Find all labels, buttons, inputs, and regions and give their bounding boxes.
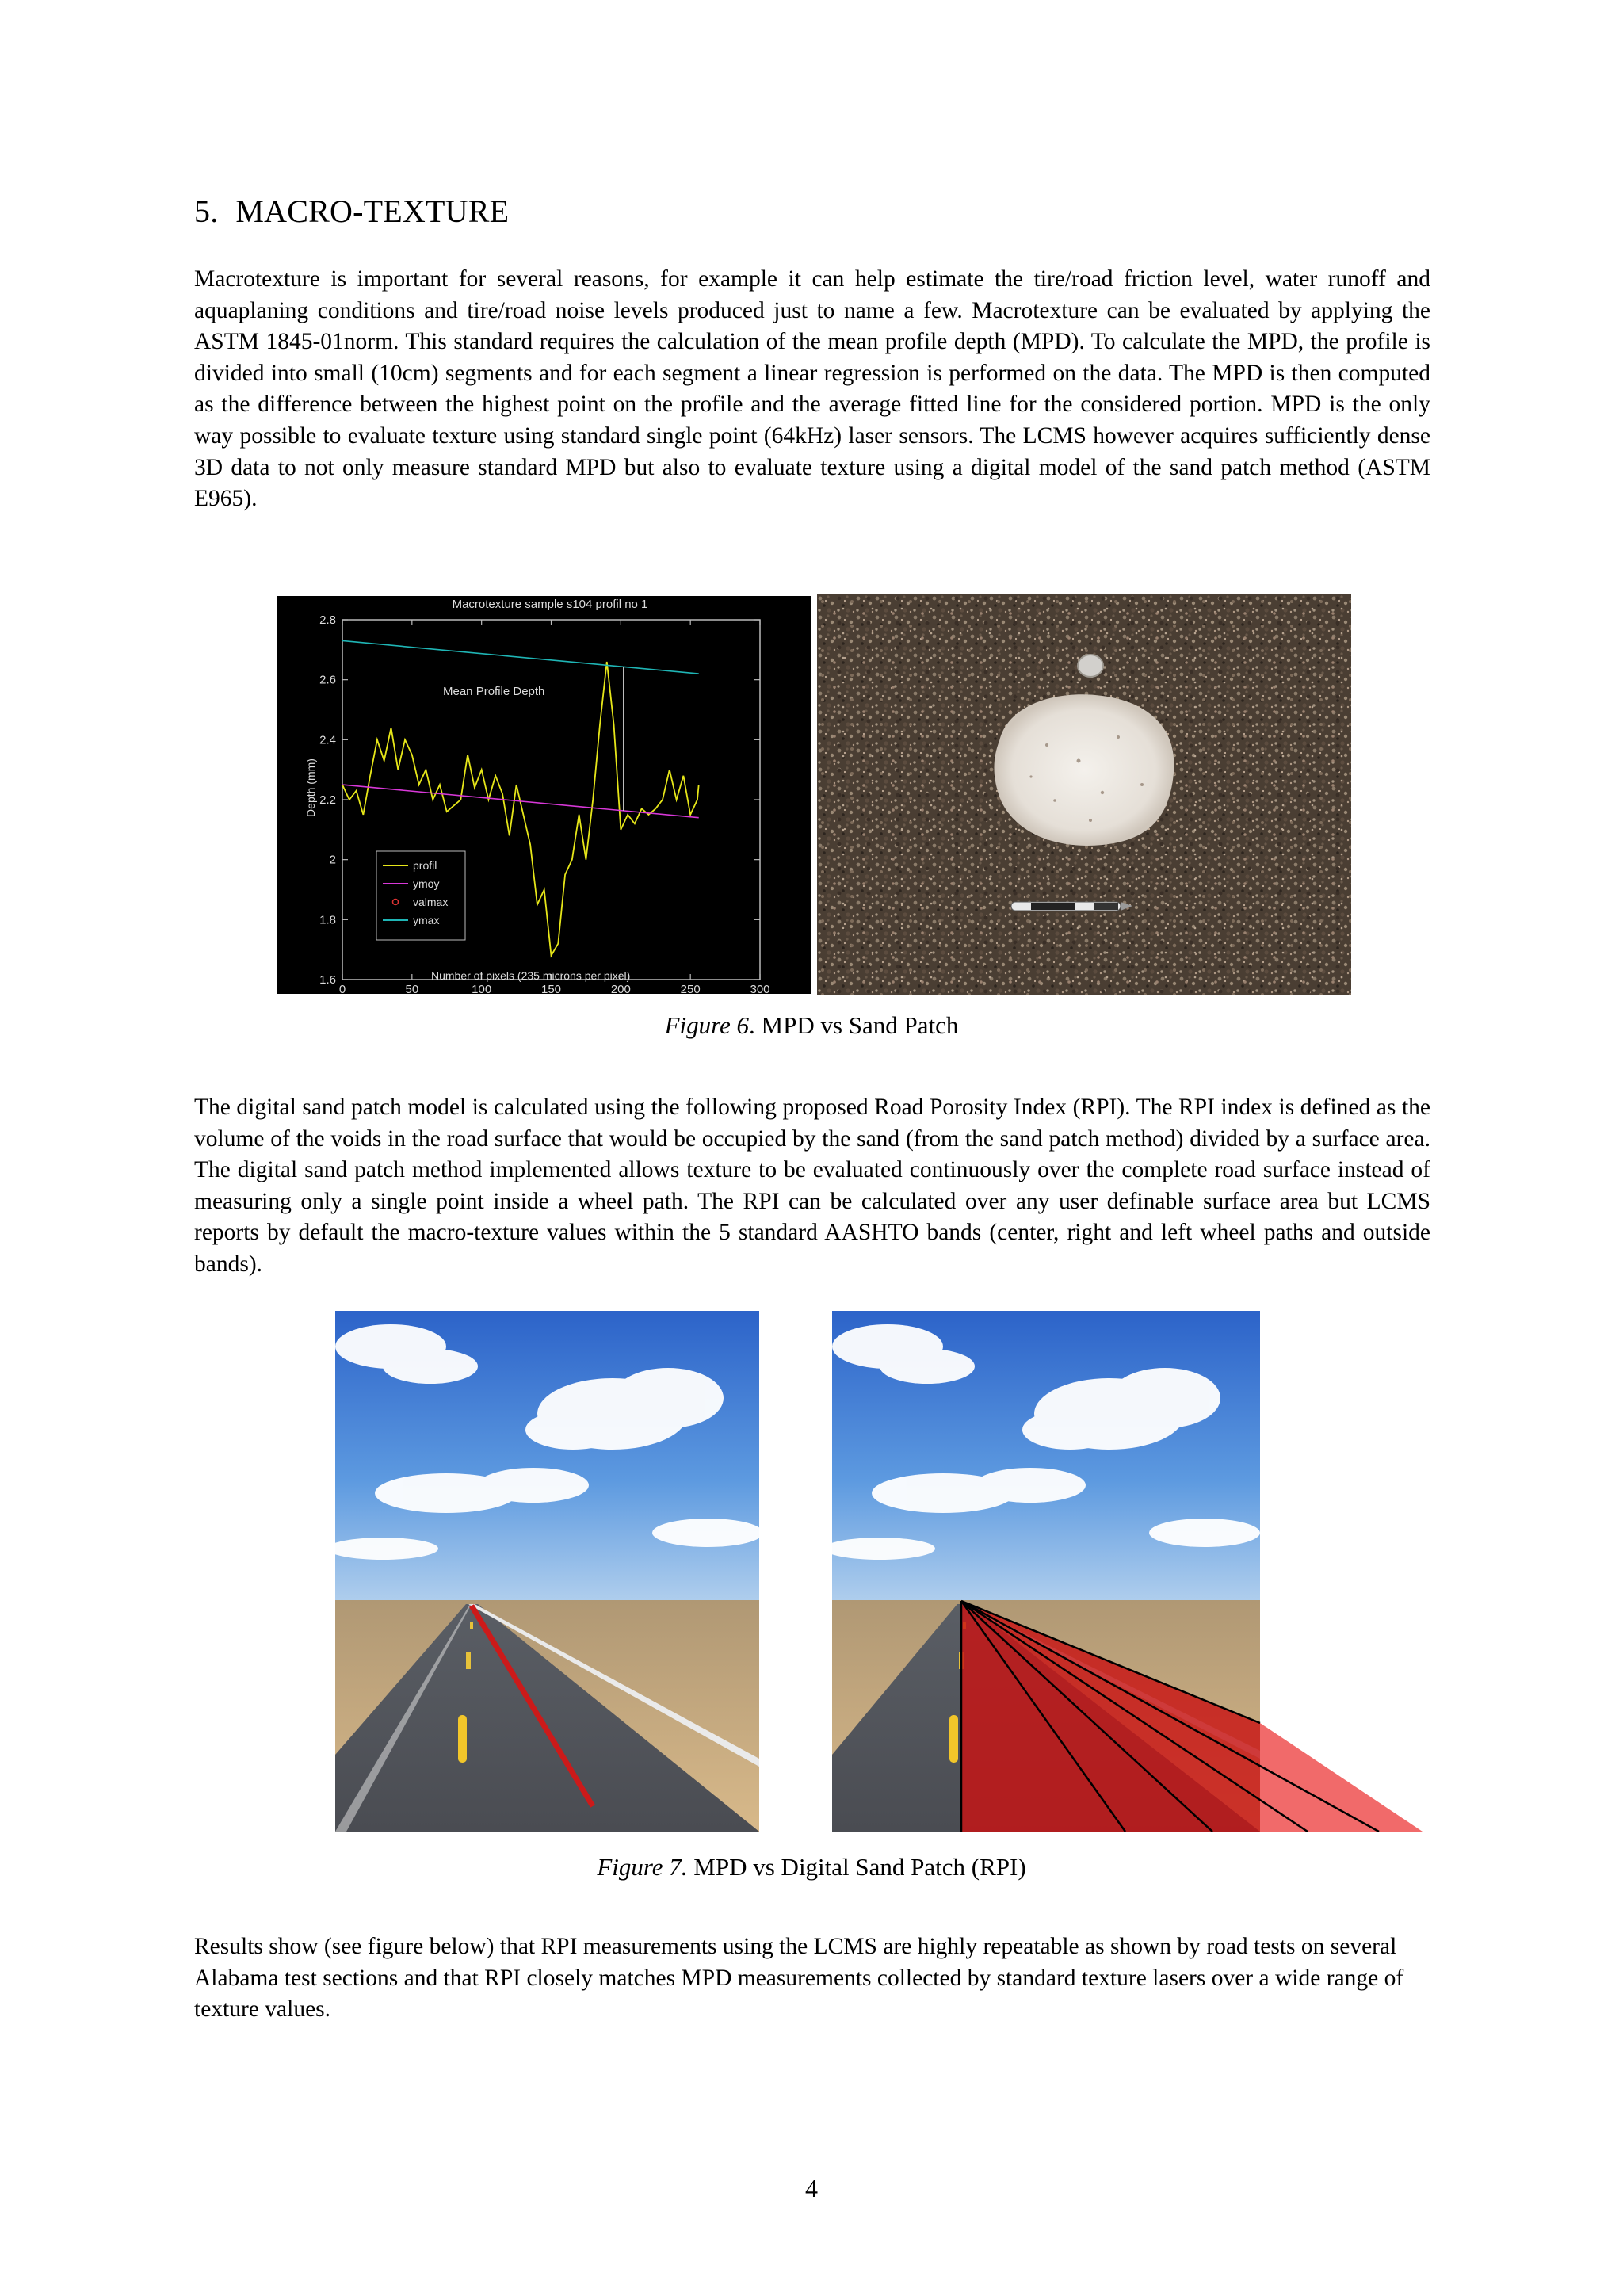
paragraph-digital-sand-patch: The digital sand patch model is calculated using the following proposed Road Porosity Index (RPI). The RPI index is defined as the volume of the voids in the road surface that would be occupied by the sand (from the sand patch method) divided by a surface area. The digital sand patch method implemented allows texture to be evaluated continuously over the complete road surface instead of measuring only a single point inside a wheel path. The RPI can be calculated over any user definable surface area but LCMS reports by default the macro-texture values within the 5 standard AASHTO bands (center, right and left wheel paths and outside bands). [194,1095,1430,1277]
sand-patch [995,694,1174,846]
figure6-caption [0,1011,1623,1040]
x-tick-label: 250 [680,983,701,994]
legend-label-valmax: valmax [413,896,449,908]
section-heading [194,193,509,230]
road-photo-mpd [335,1311,759,1832]
y-tick-label: 2.4 [319,733,336,747]
x-tick-label: 100 [472,983,492,994]
paragraph-macrotexture-intro: Macrotexture is important for several reasons, for example it can help estimate the tire/road friction level, water runoff and aquaplaning conditions and tire/road noise levels produced just to name a few. Macrotexture can be evaluated by applying the ASTM 1845-01norm. This standard requires the calculation of the mean profile depth (MPD). To calculate the MPD, the profile is divided into small (10cm) segments and for each segment a linear regression is performed on the data. The MPD is then computed as the difference between the highest point on the profile and the average fitted line for the considered portion. MPD is the only way possible to evaluate texture using standard single point (64kHz) laser sensors. The LCMS however acquires sufficiently dense 3D data to not only measure standard MPD but also to evaluate texture using a digital model of the sand patch method (ASTM E965). [194,266,1430,512]
x-tick-label: 0 [338,983,346,994]
y-tick-label: 1.8 [319,913,336,927]
coin-icon [1078,655,1103,677]
x-tick-label: 300 [750,983,770,994]
x-tick-label: 200 [610,983,631,994]
y-tick-label: 2.6 [319,673,336,687]
figure6-text: . MPD vs Sand Patch [749,1011,959,1039]
x-tick-label: 50 [405,983,419,994]
y-tick-label: 1.6 [319,973,336,987]
y-axis-label: Depth (mm) [304,758,317,817]
sand-patch-photo [817,594,1351,995]
section-title: MACRO-TEXTURE [235,193,510,229]
section-number: 5. [194,193,219,229]
y-tick-label: 2.2 [319,793,336,807]
mpd-annotation: Mean Profile Depth [443,685,545,698]
mpd-chart-svg [277,596,811,994]
page-number: 4 [805,2174,818,2202]
figure7-label: Figure 7. [597,1853,688,1881]
x-tick-label: 150 [540,983,562,994]
legend-label-ymoy: ymoy [413,877,440,890]
legend-label-profil: profil [413,859,437,872]
figure6-label: Figure 6 [664,1011,750,1039]
legend-label-ymax: ymax [413,914,440,926]
y-tick-label: 2.8 [319,613,336,627]
chart-legend [376,851,465,940]
figure7-caption [0,1853,1623,1881]
pen-icon [1011,902,1132,911]
y-tick-label: 2 [329,853,336,867]
mpd-profile-chart [277,596,811,994]
x-axis-label: Number of pixels (235 microns per pixel) [431,969,631,982]
figure7-text: MPD vs Digital Sand Patch (RPI) [687,1853,1026,1881]
road-photo-rpi [832,1311,1423,1832]
chart-title: Macrotexture sample s104 profil no 1 [452,598,648,611]
paragraph-results: Results show (see figure below) that RPI measurements using the LCMS are highly repeatable as shown by road tests on several Alabama test sections and that RPI closely matches MPD measurements collected by standard texture lasers over a wide range of texture values. [194,1934,1404,2023]
